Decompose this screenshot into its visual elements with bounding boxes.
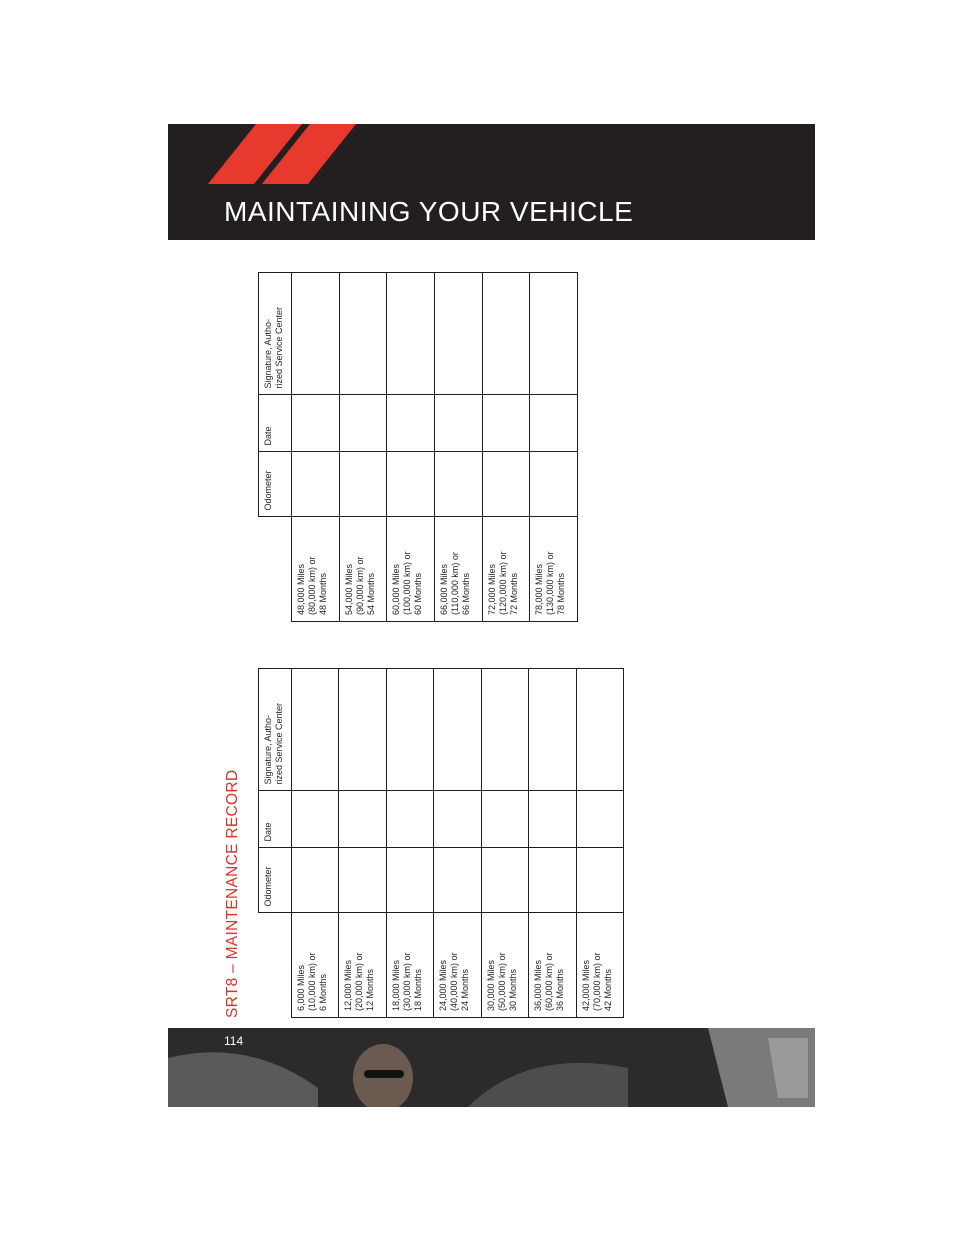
page-title: MAINTAINING YOUR VEHICLE <box>224 196 634 227</box>
interval-cell: 54,000 Miles (90,000 km) or 54 Months <box>339 517 387 622</box>
table-row <box>292 669 339 1018</box>
signature-cell[interactable] <box>386 669 433 792</box>
date-cell[interactable] <box>339 395 387 452</box>
maintenance-table-a <box>258 668 624 1018</box>
date-cell[interactable] <box>387 395 435 452</box>
interval-cell: 60,000 Miles (100,000 km) or 60 Months <box>387 517 435 622</box>
date-cell[interactable] <box>339 791 386 848</box>
odometer-cell[interactable] <box>482 452 530 517</box>
footer-photo-band <box>168 1028 815 1107</box>
signature-cell[interactable] <box>339 273 387 396</box>
date-cell[interactable] <box>292 791 339 848</box>
table-row <box>481 669 528 1018</box>
column-header-interval <box>259 517 292 622</box>
table-row <box>482 273 530 622</box>
header-bar <box>168 124 815 240</box>
interval-cell: 66,000 Miles (110,000 km) or 66 Months <box>434 517 482 622</box>
signature-cell[interactable] <box>482 273 530 396</box>
date-cell[interactable] <box>481 791 528 848</box>
date-cell[interactable] <box>482 395 530 452</box>
interval-cell: 18,000 Miles (30,000 km) or 18 Months <box>386 913 433 1018</box>
table-header-row <box>259 273 292 622</box>
interval-cell: 48,000 Miles (80,000 km) or 48 Months <box>292 517 340 622</box>
odometer-cell[interactable] <box>339 848 386 913</box>
table-row <box>434 669 481 1018</box>
interval-cell: 42,000 Miles (70,000 km) or 42 Months <box>576 913 623 1018</box>
signature-cell[interactable] <box>481 669 528 792</box>
signature-cell[interactable] <box>529 669 576 792</box>
table-row <box>530 273 578 622</box>
odometer-cell[interactable] <box>339 452 387 517</box>
odometer-cell[interactable] <box>387 452 435 517</box>
date-cell[interactable] <box>529 791 576 848</box>
signature-cell[interactable] <box>292 669 339 792</box>
odometer-cell[interactable] <box>434 452 482 517</box>
maintenance-table-b <box>258 272 578 622</box>
table-row <box>576 669 623 1018</box>
odometer-cell[interactable] <box>481 848 528 913</box>
odometer-cell[interactable] <box>292 452 340 517</box>
date-cell[interactable] <box>434 791 481 848</box>
date-cell[interactable] <box>576 791 623 848</box>
signature-cell[interactable] <box>387 273 435 396</box>
signature-cell[interactable] <box>576 669 623 792</box>
table-row <box>386 669 433 1018</box>
interval-cell: 6,000 Miles (10,000 km) or 6 Months <box>292 913 339 1018</box>
interval-cell: 24,000 Miles (40,000 km) or 24 Months <box>434 913 481 1018</box>
table-row <box>387 273 435 622</box>
odometer-cell[interactable] <box>292 848 339 913</box>
brand-stripes-icon <box>208 124 358 184</box>
date-cell[interactable] <box>292 395 340 452</box>
column-header-interval <box>259 913 292 1018</box>
signature-cell[interactable] <box>339 669 386 792</box>
table-row <box>434 273 482 622</box>
column-header-date: Date <box>259 395 292 452</box>
interval-cell: 36,000 Miles (60,000 km) or 36 Months <box>529 913 576 1018</box>
odometer-cell[interactable] <box>529 848 576 913</box>
interval-cell: 72,000 Miles (120,000 km) or 72 Months <box>482 517 530 622</box>
table-row <box>529 669 576 1018</box>
signature-cell[interactable] <box>292 273 340 396</box>
table-row <box>339 669 386 1018</box>
signature-cell[interactable] <box>434 669 481 792</box>
odometer-cell[interactable] <box>386 848 433 913</box>
date-cell[interactable] <box>386 791 433 848</box>
date-cell[interactable] <box>434 395 482 452</box>
odometer-cell[interactable] <box>576 848 623 913</box>
driver-photo-image <box>168 1028 815 1107</box>
column-header-date: Date <box>259 791 292 848</box>
interval-cell: 30,000 Miles (50,000 km) or 30 Months <box>481 913 528 1018</box>
table-row <box>339 273 387 622</box>
table-row <box>292 273 340 622</box>
odometer-cell[interactable] <box>530 452 578 517</box>
signature-cell[interactable] <box>434 273 482 396</box>
column-header-signature: Signature, Autho- rized Service Center <box>259 273 292 396</box>
interval-cell: 78,000 Miles (130,000 km) or 78 Months <box>530 517 578 622</box>
date-cell[interactable] <box>530 395 578 452</box>
section-title: SRT8 – MAINTENANCE RECORD <box>224 769 241 1018</box>
page-number: 114 <box>224 1034 244 1048</box>
signature-cell[interactable] <box>530 273 578 396</box>
column-header-odometer: Odometer <box>259 452 292 517</box>
column-header-signature: Signature, Autho- rized Service Center <box>259 669 292 792</box>
interval-cell: 12,000 Miles (20,000 km) or 12 Months <box>339 913 386 1018</box>
odometer-cell[interactable] <box>434 848 481 913</box>
column-header-odometer: Odometer <box>259 848 292 913</box>
table-header-row <box>259 669 292 1018</box>
